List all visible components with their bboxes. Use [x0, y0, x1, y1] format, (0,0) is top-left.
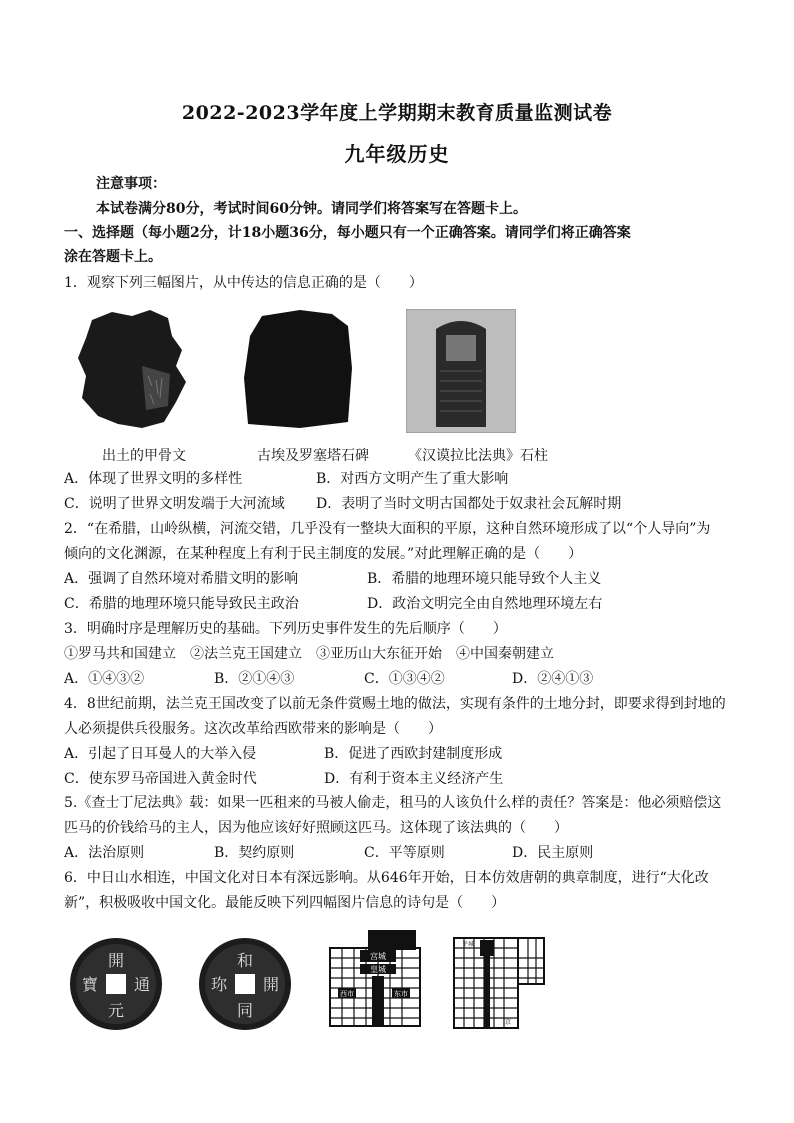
changan-imperial-city-label: 皇城: [370, 965, 386, 974]
q3-option-d: D．②④①③: [512, 671, 594, 687]
wadokaichin-coin-image: [197, 936, 293, 1032]
q4-option-c: C．使东罗马帝国进入黄金时代: [64, 771, 257, 787]
changan-east-market-label: 东市: [394, 990, 408, 998]
q4-option-a: A．引起了日耳曼人的大举入侵: [64, 746, 257, 762]
notice-heading: 注意事项：: [96, 176, 166, 192]
q3-option-a: A．①④③②: [64, 671, 145, 687]
caption-hammurabi: 《汉谟拉比法典》石柱: [408, 448, 548, 464]
rosetta-stone-image: [240, 308, 354, 430]
coin2-char-bottom: 同: [236, 1001, 254, 1020]
q5-stem-line2: 匹马的价钱给马的主人，因为他应该好好照顾这匹马。这体现了该法典的（ ）: [64, 820, 568, 836]
exam-subtitle: 九年级历史: [344, 142, 450, 166]
q5-option-b: B．契约原则: [214, 845, 295, 861]
q2-option-b: B．希腊的地理环境只能导致个人主义: [367, 571, 602, 587]
q4-option-d: D．有利于资本主义经济产生: [324, 771, 504, 787]
coin1-char-right: 通: [133, 975, 151, 994]
coin2-char-left: 珎: [210, 975, 228, 994]
section-heading-line1: 一、选择题（每小题2分，计18小题36分，每小题只有一个正确答案。请同学们将正确答案: [64, 225, 631, 241]
changan-city-map-image: [324, 928, 432, 1032]
section-heading-line2: 涂在答题卡上。: [64, 249, 162, 265]
q3-stem: 3．明确时序是理解历史的基础。下列历史事件发生的先后顺序（ ）: [64, 621, 507, 637]
changan-west-market-label: 西市: [340, 990, 354, 998]
oracle-bone-image: [72, 306, 190, 432]
hammurabi-stele-image: [406, 309, 516, 433]
q3-events: ①罗马共和国建立 ②法兰克王国建立 ③亚历山大东征开始 ④中国秦朝建立: [64, 646, 554, 662]
coin2-char-right: 開: [262, 975, 280, 994]
q1-option-b: B．对西方文明产生了重大影响: [316, 471, 509, 487]
q2-stem-line2: 倾向的文化渊源，在某种程度上有利于民主制度的发展。”对此理解正确的是（ ）: [64, 546, 583, 562]
q5-option-a: A．法治原则: [64, 845, 145, 861]
q5-option-c: C．平等原则: [364, 845, 445, 861]
kaiyuan-coin-image: [68, 936, 164, 1032]
q4-stem-line1: 4．8世纪前期，法兰克王国改变了以前无条件赏赐土地的做法，实现有条件的土地分封，即要求得到封地的: [64, 696, 726, 712]
q4-stem-line2: 人必须提供兵役服务。这次改革给西欧带来的影响是（ ）: [64, 721, 442, 737]
caption-rosetta-stone: 古埃及罗塞塔石碑: [257, 448, 369, 464]
heijokyo-label-bottom: 京: [504, 1019, 512, 1026]
changan-palace-label: 宫城: [370, 952, 386, 961]
q6-stem-line2: 新”，积极吸收中国文化。最能反映下列四幅图片信息的诗句是（ ）: [64, 895, 506, 911]
heijokyo-label-top: 平城: [461, 941, 475, 948]
exam-title: 2022-2023学年度上学期期末教育质量监测试卷: [181, 102, 613, 124]
q2-option-d: D．政治文明完全由自然地理环境左右: [367, 596, 603, 612]
q5-option-d: D．民主原则: [512, 845, 594, 861]
coin1-char-left: 寶: [81, 975, 99, 994]
q2-option-a: A．强调了自然环境对希腊文明的影响: [64, 571, 299, 587]
notice-text: 本试卷满分80分，考试时间60分钟。请同学们将答案写在答题卡上。: [96, 201, 527, 217]
q2-stem-line1: 2．“在希腊，山岭纵横，河流交错，几乎没有一整块大面积的平原，这种自然环境形成了以“个人导向”为: [64, 521, 711, 537]
coin1-char-top: 開: [107, 951, 125, 970]
heijokyo-city-map-image: [450, 932, 550, 1032]
q2-option-c: C．希腊的地理环境只能导致民主政治: [64, 596, 299, 612]
coin2-char-top: 和: [236, 951, 254, 970]
q5-stem-line1: 5.《查士丁尼法典》载：如果一匹租来的马被人偷走，租马的人该负什么样的责任？答案是：他必须赔偿这: [64, 795, 722, 811]
q1-option-d: D．表明了当时文明古国都处于奴隶社会瓦解时期: [316, 496, 622, 512]
q1-stem: 1．观察下列三幅图片，从中传达的信息正确的是（ ）: [64, 275, 423, 291]
q3-option-b: B．②①④③: [214, 671, 295, 687]
q1-option-c: C．说明了世界文明发端于大河流域: [64, 496, 285, 512]
q4-option-b: B．促进了西欧封建制度形成: [324, 746, 503, 762]
coin1-char-bottom: 元: [107, 1001, 125, 1020]
q6-stem-line1: 6．中日山水相连，中国文化对日本有深远影响。从646年开始，日本仿效唐朝的典章制度，进行“大化改: [64, 870, 709, 886]
q1-option-a: A．体现了世界文明的多样性: [64, 471, 243, 487]
q3-option-c: C．①③④②: [364, 671, 445, 687]
caption-oracle-bone: 出土的甲骨文: [102, 448, 186, 464]
